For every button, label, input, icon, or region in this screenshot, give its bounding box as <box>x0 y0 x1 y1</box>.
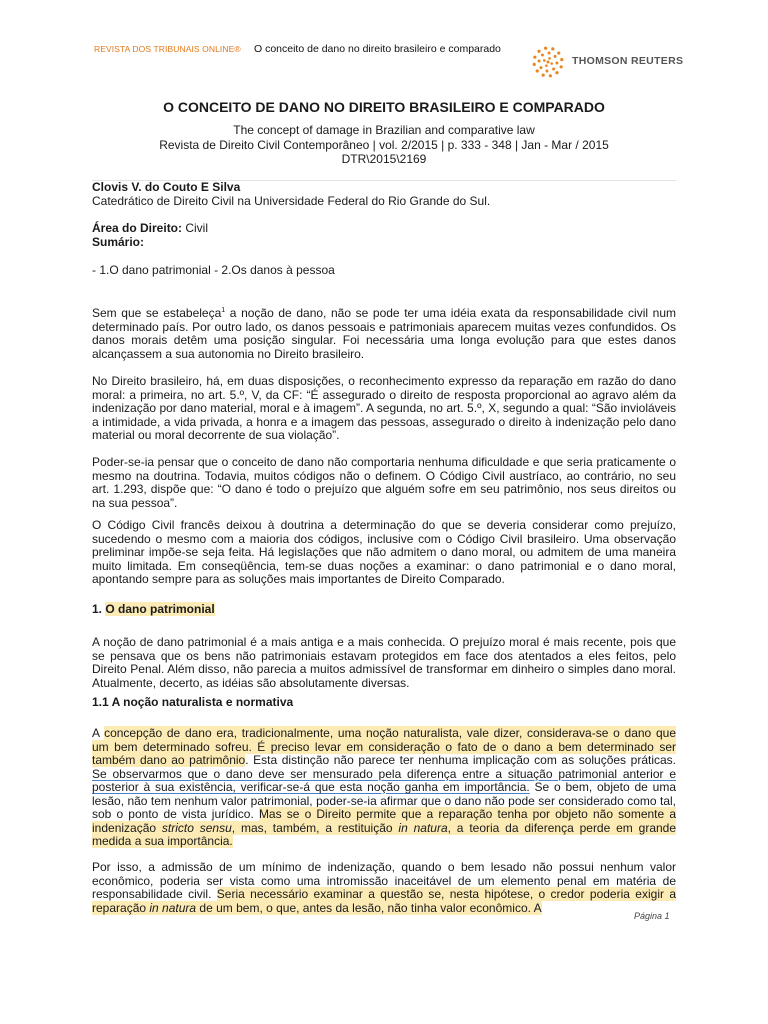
thomson-reuters-logo-text: THOMSON REUTERS <box>572 55 684 67</box>
summary-label: Sumário: <box>92 234 145 249</box>
p1-start: Sem que se estabeleça <box>92 306 222 320</box>
dtr-code: DTR\2015\2169 <box>341 152 427 166</box>
section-heading-1-1: 1.1 A noção naturalista e normativa <box>92 695 294 709</box>
italic-stricto-sensu: stricto sensu <box>161 820 232 835</box>
paragraph-3: Poder-se-ia pensar que o conceito de dano não comportaria nenhuma dificuldade e que seria praticamente o mesmo na doutrina. Todavia, muitos códigos não o definem. O Código Civil austríaco, ao contrário, no seu art. 1.293, dispõe que: “O dano é todo o prejuízo que alguém sofre em seu patrimônio, nos seus direitos ou na sua pessoa”. <box>92 455 676 510</box>
p7-d: de um bem, o que, antes da lesão, não tinha valor econômico. A <box>196 900 542 915</box>
heading-text: O dano patrimonial <box>105 602 215 616</box>
underlined-passage: Se observarmos que o dano deve ser mensurado pela diferença entre a situação patrimonial anterior e posterior à sua existência, verificar-se-á que esta noção ganha em importância. <box>92 766 676 794</box>
author-block <box>92 181 676 208</box>
italic-in-natura-2: in natura <box>149 900 197 915</box>
area-label: Área do Direito: <box>92 221 183 235</box>
heading-number: 1. <box>92 602 106 616</box>
p6-e: Se o bem, objeto de uma lesão, não tem nenhum valor patrimonial, poder-se-ia afirmar que o dano não pode ser considerado como tal, sob o ponto de vista jurídico. <box>92 780 677 821</box>
p1-rest: a noção de dano, não se pode ter uma idéia exata da responsabilidade civil num determinado país. Por outro lado, os danos pessoais e patrimoniais aparecem muitas vezes confundidos. Os danos morais detêm uma posição singular. Foi necessária uma longa evolução para que estes danos alcançassem a sua autonomia no Direito brasileiro. <box>92 306 677 361</box>
p6-h: , mas, também, a restituição <box>231 820 399 835</box>
section-heading-1 <box>92 603 676 617</box>
citation: Revista de Direito Civil Contemporâneo | vol. 2/2015 | p. 333 - 348 | Jan - Mar / 2015 <box>159 137 609 152</box>
paragraph-1 <box>92 307 676 361</box>
p6-f: Mas se o Direito permite que a reparação tenha por objeto não somente a indenização <box>92 807 676 835</box>
brand-label: REVISTA DOS TRIBUNAIS ONLINE® <box>94 44 241 54</box>
author-affiliation: Catedrático de Direito Civil na Universidade Federal do Rio Grande do Sul. <box>92 193 491 208</box>
translated-title: The concept of damage in Brazilian and comparative law <box>233 123 535 137</box>
p6-j: , a teoria da diferença perde em grande medida a sua importância. <box>92 820 677 848</box>
p7-a: Por isso, a admissão de um mínimo de indenização, quando o bem lesado não possui nenhum valor econômico, poderia ser vista como uma intromissão inaceitável de um elemento penal em matéria de responsabilidade civil. <box>92 860 676 901</box>
p7-b: Seria necessário examinar a questão se, nesta hipótese, o credor poderia exigir a reparação <box>92 887 677 915</box>
paragraph-5: A noção de dano patrimonial é a mais antiga e a mais conhecida. O prejuízo moral é mais recente, pois que se pensava que os bens não patrimoniais estavam protegidos em face dos atentados a eles feitos, pelo Direito Penal. Além disso, não parecia a muitos admissível de transformar em dinheiro o simples dano moral. Atualmente, decerto, as idéias são absolutamente diversas. <box>92 635 676 690</box>
paragraph-4: O Código Civil francês deixou à doutrina a determinação do que se deveria considerar como prejuízo, sucedendo o mesmo com a maioria dos códigos, inclusive com o Código Civil brasileiro. Uma observação preliminar impõe-se seja feita. Há legislações que não admitem o dano moral, ou admitem de uma maneira muito limitada. Em conseqüência, tem-se duas noções a examinar: o dano patrimonial e o dano moral, apontando sempre para as soluções mais importantes de Direito Comparado. <box>92 518 676 586</box>
area-value: Civil <box>182 221 209 235</box>
paragraph-7 <box>92 861 676 915</box>
page-header <box>0 0 768 80</box>
meta-block <box>92 222 676 249</box>
highlight-1: concepção de dano era, tradicionalmente, uma noção naturalista, vale dizer, considerava-se o dano que um bem determinado sofreu. É preciso levar em consideração o fato de o dano a bem determinado ser também dano ao patrimônio <box>92 726 676 767</box>
p6-a: A <box>92 726 105 740</box>
thomson-reuters-logo-icon <box>530 44 566 80</box>
paragraph-2: No Direito brasileiro, há, em duas disposições, o reconhecimento expresso da reparação em razão do dano moral: a primeira, no art. 5.º, V, da CF: “É assegurado o direito de resposta proporcional ao agravo além da indenização por dano material, moral e à imagem”. A segunda, no art. 5.º, X, segundo a qual: “São invioláveis a intimidade, a vida privada, a honra e a imagem das pessoas, assegurado o direito à indenização pelo dano material ou moral decorrente de sua violação”. <box>92 374 676 442</box>
header-title: O conceito de dano no direito brasileiro e comparado <box>254 43 501 55</box>
footnote-ref-1[interactable]: 1 <box>221 307 226 314</box>
area-line <box>92 222 676 236</box>
paragraph-6 <box>92 727 676 849</box>
italic-in-natura: in natura <box>398 820 448 835</box>
page-number: Página 1 <box>634 911 670 921</box>
document-title: O CONCEITO DE DANO NO DIREITO BRASILEIRO E COMPARADO <box>163 99 605 115</box>
title-block <box>92 98 676 167</box>
p6-c: . Esta distinção não parece ter nenhuma implicação com as soluções práticas. <box>245 753 676 767</box>
author-name: Clovis V. do Couto E Silva <box>92 180 241 194</box>
summary-text: - 1.O dano patrimonial - 2.Os danos à pessoa <box>92 263 335 277</box>
